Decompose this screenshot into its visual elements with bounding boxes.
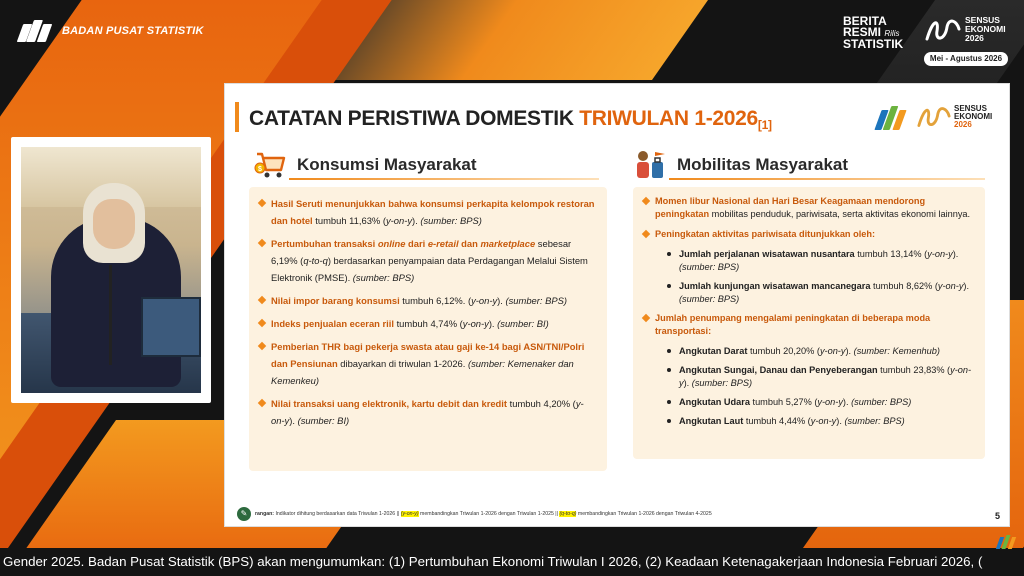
slide-title: CATATAN PERISTIWA DOMESTIK TRIWULAN 1-2026[1] <box>249 107 772 132</box>
section-divider <box>289 178 599 180</box>
list-item: Peningkatan aktivitas pariwisata ditunjukkan oleh: <box>643 228 975 241</box>
traveler-icon <box>633 148 667 182</box>
shopping-cart-icon <box>253 148 287 182</box>
list-item: Pemberian THR bagi pekerja swasta atau gaji ke-14 bagi ASN/TNI/Polri dan Pensiunan dibayarkan di triwulan 1-2026. (sumber: Kemenaker dan Kemenkeu) <box>259 338 597 389</box>
svg-text:$: $ <box>258 166 262 173</box>
sub-list-item: Jumlah kunjungan wisatawan mancanegara tumbuh 8,62% (y-on-y). (sumber: BPS) <box>643 280 975 306</box>
sensus-ekonomi-icon <box>917 104 951 130</box>
bps-logo <box>16 16 204 46</box>
bps-logo-icon <box>875 102 911 132</box>
list-item: Jumlah penumpang mengalami peningkatan di beberapa moda transportasi: <box>643 312 975 338</box>
list-item: Hasil Seruti menunjukkan bahwa konsumsi perkapita kelompok restoran dan hotel tumbuh 11,63% (y-on-y). (sumber: BPS) <box>259 195 597 229</box>
brs-logo: BERITA RESMI Rilis STATISTIK <box>843 14 904 51</box>
bps-logo-icon <box>996 534 1016 550</box>
sub-list-item: Angkutan Darat tumbuh 20,20% (y-on-y). (sumber: Kemenhub) <box>643 345 975 358</box>
news-ticker: Gender 2025. Badan Pusat Statistik (BPS) akan mengumumkan: (1) Pertumbuhan Ekonomi Triwulan I 2026, (2) Keadaan Ketenagakerjaan Indonesia Februari 2026, ( <box>0 548 1024 576</box>
section-header-konsumsi <box>253 148 477 182</box>
konsumsi-panel <box>249 187 607 471</box>
org-name: BADAN PUSAT STATISTIK <box>62 25 204 37</box>
sub-list-item: Angkutan Udara tumbuh 5,27% (y-on-y). (sumber: BPS) <box>643 396 975 409</box>
page-number: 5 <box>995 511 1001 521</box>
list-item: Momen libur Nasional dan Hari Besar Keagamaan mendorong peningkatan mobilitas penduduk, pariwisata, serta aktivitas ekonomi lainnya. <box>643 195 975 221</box>
se-line2: EKONOMI <box>965 24 1006 34</box>
sensus-ekonomi-logo <box>925 16 1006 43</box>
presentation-slide <box>224 83 1010 527</box>
section-title-konsumsi: Konsumsi Masyarakat <box>297 155 477 174</box>
period-badge: Mei - Agustus 2026 <box>924 52 1008 66</box>
slide-logos: SENSUS EKONOMI 2026 <box>875 102 992 132</box>
pen-icon[interactable]: ✎ <box>237 507 251 521</box>
title-accent-bar <box>235 102 239 132</box>
list-item: Indeks penjualan eceran riil tumbuh 4,74% (y-on-y). (sumber: BI) <box>259 315 597 332</box>
sub-list-item: Angkutan Laut tumbuh 4,44% (y-on-y). (sumber: BPS) <box>643 415 975 428</box>
list-item: Pertumbuhan transaksi online dari e-retail dan marketplace sebesar 6,19% (q-to-q) berdasarkan penyampaian data Perdagangan Melalui Sistem Elektronik (PMSE). (sumber: BPS) <box>259 235 597 286</box>
sub-list-item: Jumlah perjalanan wisatawan nusantara tumbuh 13,14% (y-on-y). (sumber: BPS) <box>643 248 975 274</box>
se-line1: SENSUS <box>965 15 1000 25</box>
mobilitas-panel <box>633 187 985 459</box>
sub-list-item: Angkutan Sungai, Danau dan Penyeberangan tumbuh 23,83% (y-on-y). (sumber: BPS) <box>643 364 975 390</box>
section-header-mobilitas <box>633 148 848 182</box>
sensus-ekonomi-icon <box>925 17 961 43</box>
slide-footnote: ✎ rangan: Indikator dihitung berdasarkan data Triwulan 1-2026 || (y-on-y) membandingkan Triwulan 1-2026 dengan Triwulan 1-2025 || (q-to-q) membandingkan Triwulan 1-2026 dengan Triwulan 4-2025 <box>237 507 712 521</box>
section-divider <box>669 178 985 180</box>
se-year: 2026 <box>965 33 984 43</box>
bps-logo-icon <box>16 16 56 46</box>
list-item: Nilai transaksi uang elektronik, kartu debit dan kredit tumbuh 4,20% (y-on-y). (sumber: BI) <box>259 395 597 429</box>
list-item: Nilai impor barang konsumsi tumbuh 6,12%. (y-on-y). (sumber: BPS) <box>259 292 597 309</box>
presenter-video <box>11 137 211 403</box>
section-title-mobilitas: Mobilitas Masyarakat <box>677 155 849 174</box>
presenter-image <box>21 147 201 393</box>
